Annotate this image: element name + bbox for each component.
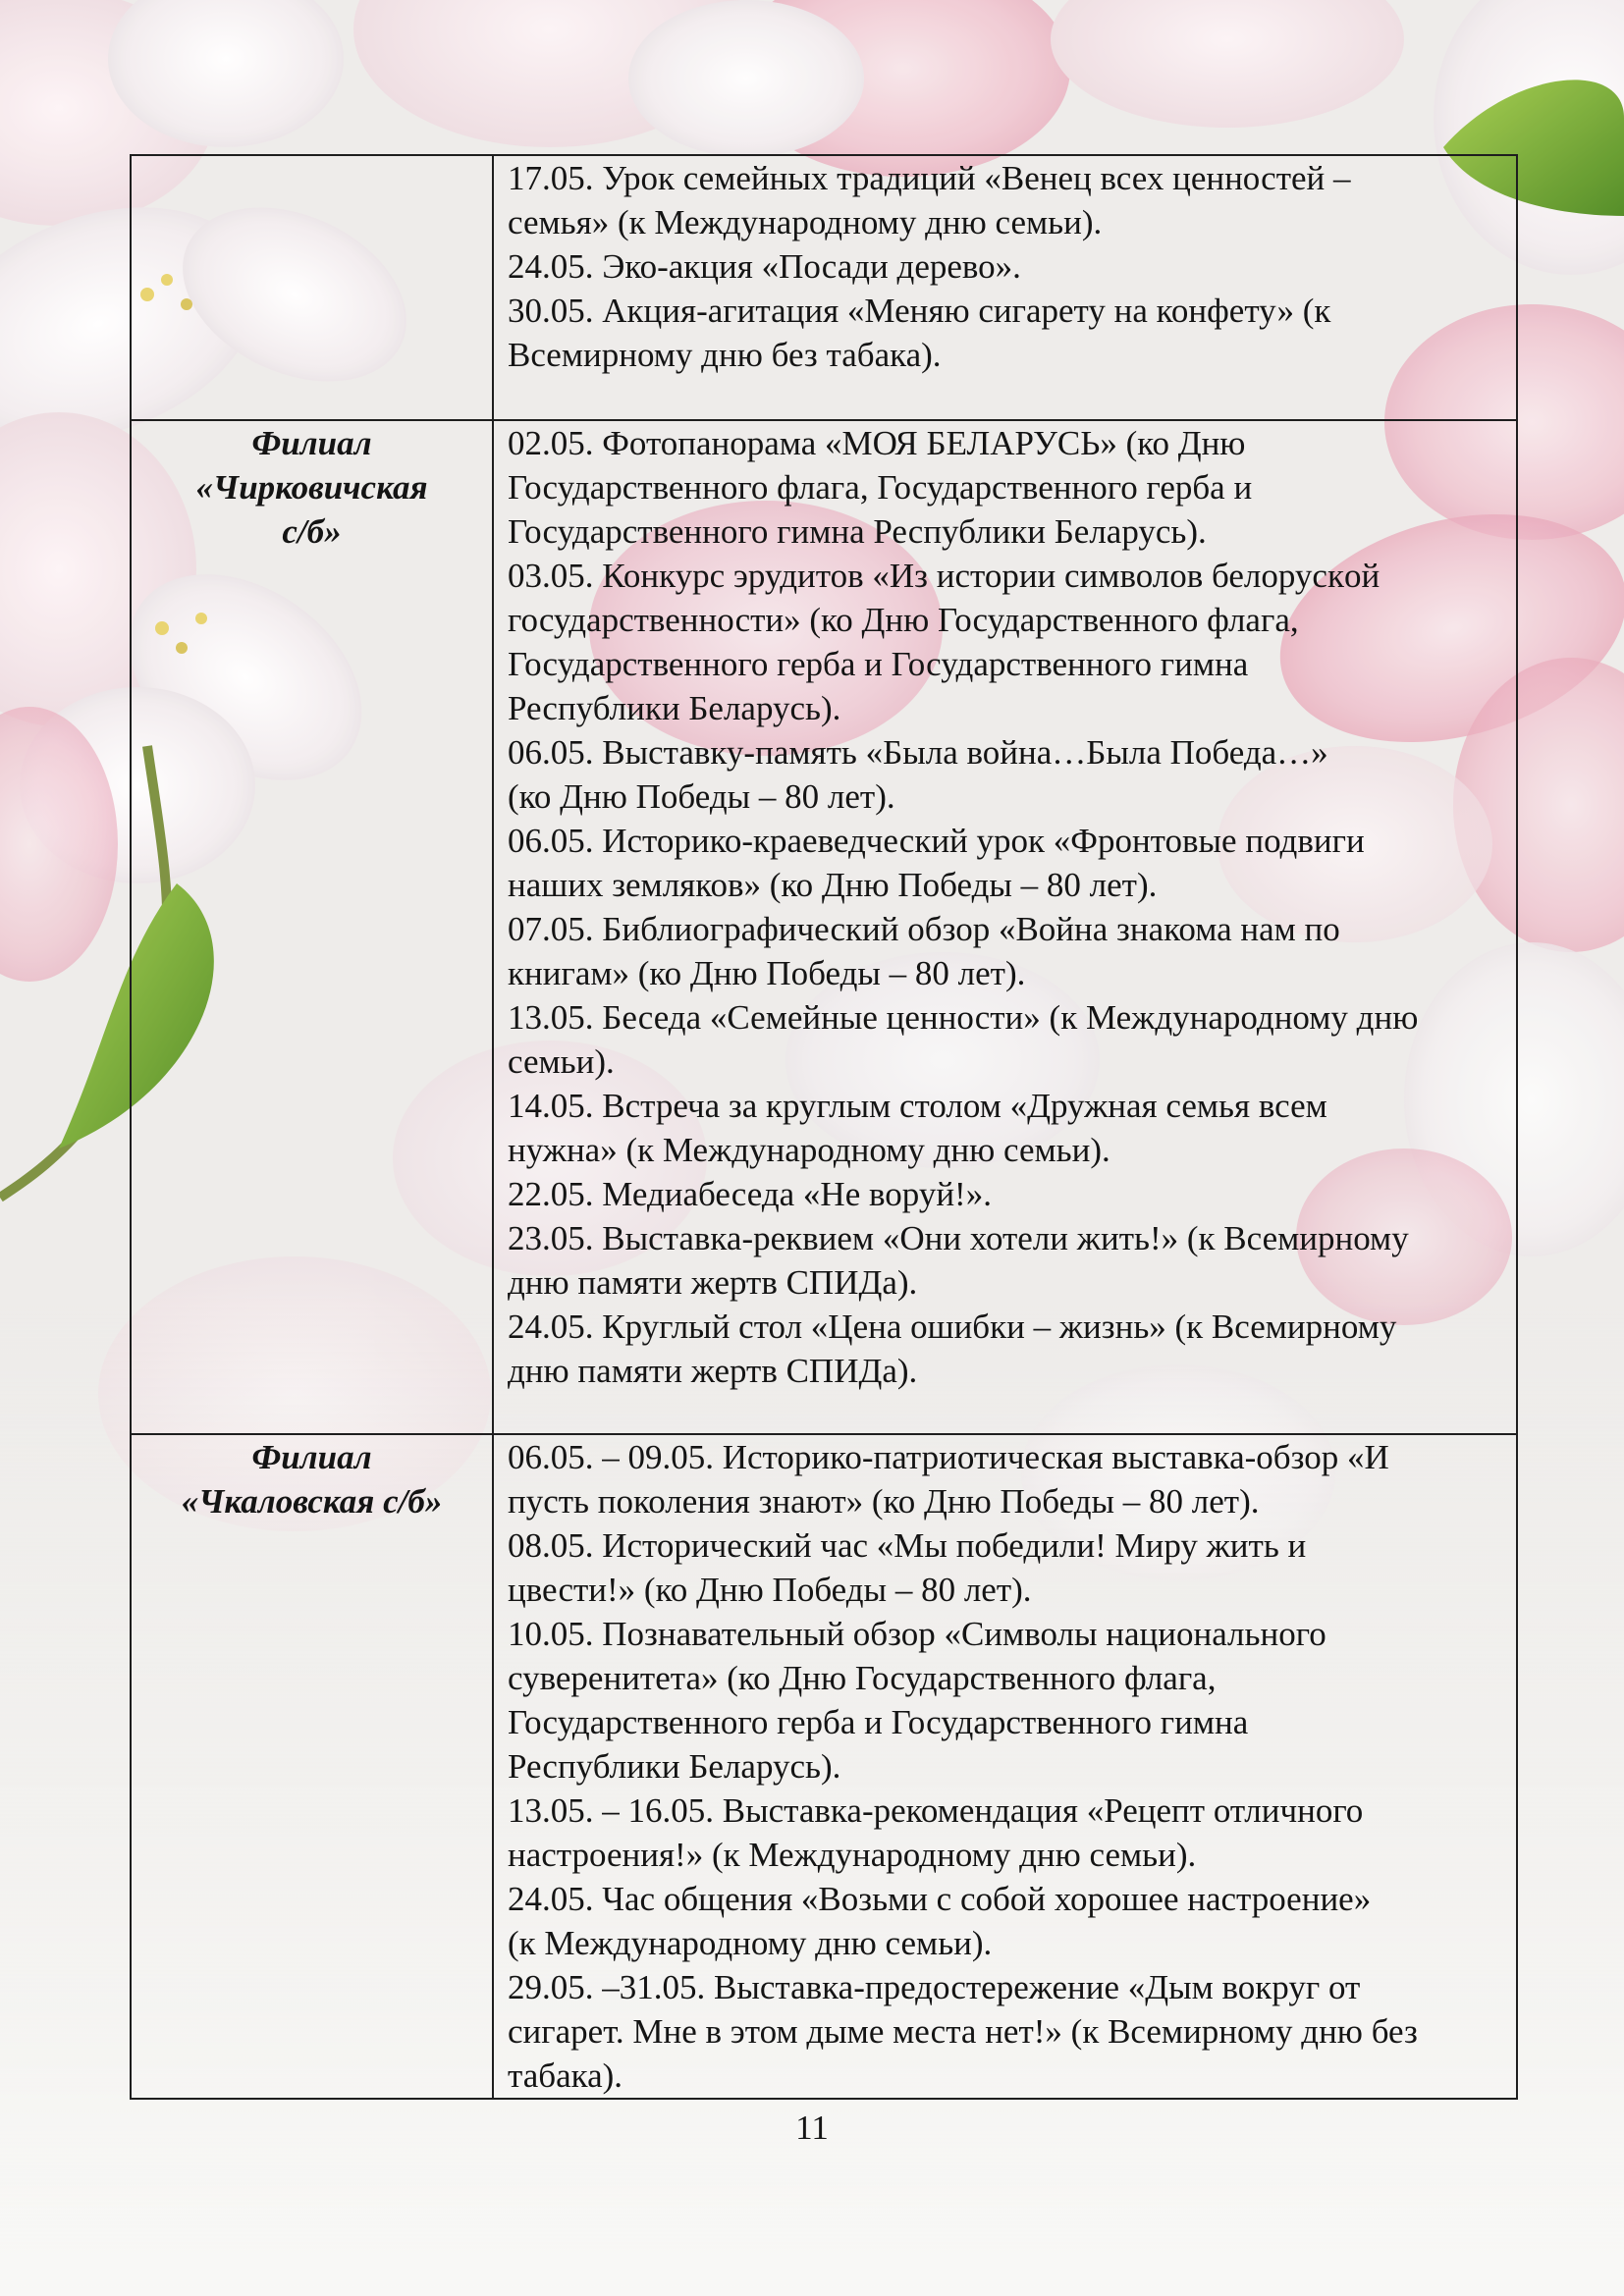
- table-row: [131, 420, 1517, 1434]
- event-line: 24.05. Эко-акция «Посади дерево».: [508, 247, 1021, 286]
- event-line: 10.05. Познавательный обзор «Символы национального: [508, 1615, 1326, 1653]
- branch-cell: [131, 420, 493, 1434]
- event-line: сигарет. Мне в этом дыме места нет!» (к Всемирному дню без: [508, 2012, 1418, 2051]
- event-line: 30.05. Акция-агитация «Меняю сигарету на конфету» (к: [508, 292, 1331, 330]
- event-line: 06.05. – 09.05. Историко-патриотическая выставка-обзор «И: [508, 1438, 1389, 1476]
- table-row: [131, 155, 1517, 420]
- event-line: 08.05. Исторический час «Мы победили! Миру жить и: [508, 1526, 1307, 1565]
- event-line: Республики Беларусь).: [508, 689, 841, 727]
- event-line: нужна» (к Международному дню семьи).: [508, 1131, 1110, 1169]
- event-line: Республики Беларусь).: [508, 1747, 841, 1786]
- events-table: [130, 154, 1518, 2100]
- branch-name: Филиал: [251, 424, 372, 462]
- branch-cell: [131, 1434, 493, 2099]
- event-line: 07.05. Библиографический обзор «Война знакома нам по: [508, 910, 1340, 948]
- event-line: дню памяти жертв СПИДа).: [508, 1263, 918, 1302]
- event-line: Всемирному дню без табака).: [508, 336, 942, 374]
- event-line: табака).: [508, 2056, 623, 2095]
- event-line: 24.05. Час общения «Возьми с собой хорошее настроение»: [508, 1880, 1372, 1918]
- event-line: цвести!» (ко Дню Победы – 80 лет).: [508, 1571, 1032, 1609]
- event-line: 29.05. –31.05. Выставка-предостережение «Дым вокруг от: [508, 1968, 1361, 2006]
- event-line: Государственного герба и Государственного гимна: [508, 645, 1249, 683]
- page-number: 11: [795, 2109, 829, 2147]
- event-line: 22.05. Медиабеседа «Не воруй!».: [508, 1175, 992, 1213]
- event-line: 24.05. Круглый стол «Цена ошибки – жизнь» (к Всемирному: [508, 1308, 1397, 1346]
- branch-name: «Чирковичская: [195, 468, 428, 507]
- events-cell: [493, 1434, 1517, 2099]
- event-line: 14.05. Встреча за круглым столом «Дружная семья всем: [508, 1087, 1327, 1125]
- event-line: 03.05. Конкурс эрудитов «Из истории символов белорускoй: [508, 557, 1380, 595]
- branch-name: с/б»: [282, 512, 342, 551]
- branch-name: «Чкаловская с/б»: [181, 1482, 443, 1521]
- event-line: 13.05. – 16.05. Выставка-рекомендация «Рецепт отличного: [508, 1791, 1364, 1830]
- event-line: 17.05. Урок семейных традиций «Венец всех ценностей –: [508, 159, 1351, 197]
- event-line: 02.05. Фотопанорама «МОЯ БЕЛАРУСЬ» (ко Дню: [508, 424, 1246, 462]
- branch-cell: [131, 155, 493, 420]
- event-line: (к Международному дню семьи).: [508, 1924, 993, 1962]
- events-cell: [493, 420, 1517, 1434]
- event-line: суверенитета» (ко Дню Государственного флага,: [508, 1659, 1217, 1697]
- event-line: пусть поколения знают» (ко Дню Победы – 80 лет).: [508, 1482, 1260, 1521]
- event-line: Государственного флага, Государственного герба и: [508, 468, 1253, 507]
- branch-name: Филиал: [251, 1438, 372, 1476]
- event-line: Государственного герба и Государственного гимна: [508, 1703, 1249, 1741]
- event-line: семья» (к Международному дню семьи).: [508, 203, 1103, 241]
- event-line: 06.05. Историко-краеведческий урок «Фронтовые подвиги: [508, 822, 1365, 860]
- event-line: 13.05. Беседа «Семейные ценности» (к Международному дню: [508, 998, 1419, 1037]
- event-line: 06.05. Выставку-память «Была война…Была Победа…»: [508, 733, 1328, 772]
- event-line: дню памяти жертв СПИДа).: [508, 1352, 918, 1390]
- event-line: (ко Дню Победы – 80 лет).: [508, 777, 895, 816]
- events-cell: [493, 155, 1517, 420]
- event-line: настроения!» (к Международному дню семьи).: [508, 1836, 1197, 1874]
- event-line: государственности» (ко Дню Государственного флага,: [508, 601, 1299, 639]
- table-row: [131, 1434, 1517, 2099]
- event-line: семьи).: [508, 1042, 615, 1081]
- event-line: Государственного гимна Республики Беларусь).: [508, 512, 1207, 551]
- event-line: наших земляков» (ко Дню Победы – 80 лет).: [508, 866, 1158, 904]
- event-line: книгам» (ко Дню Победы – 80 лет).: [508, 954, 1026, 992]
- event-line: 23.05. Выставка-реквием «Они хотели жить!» (к Всемирному: [508, 1219, 1409, 1257]
